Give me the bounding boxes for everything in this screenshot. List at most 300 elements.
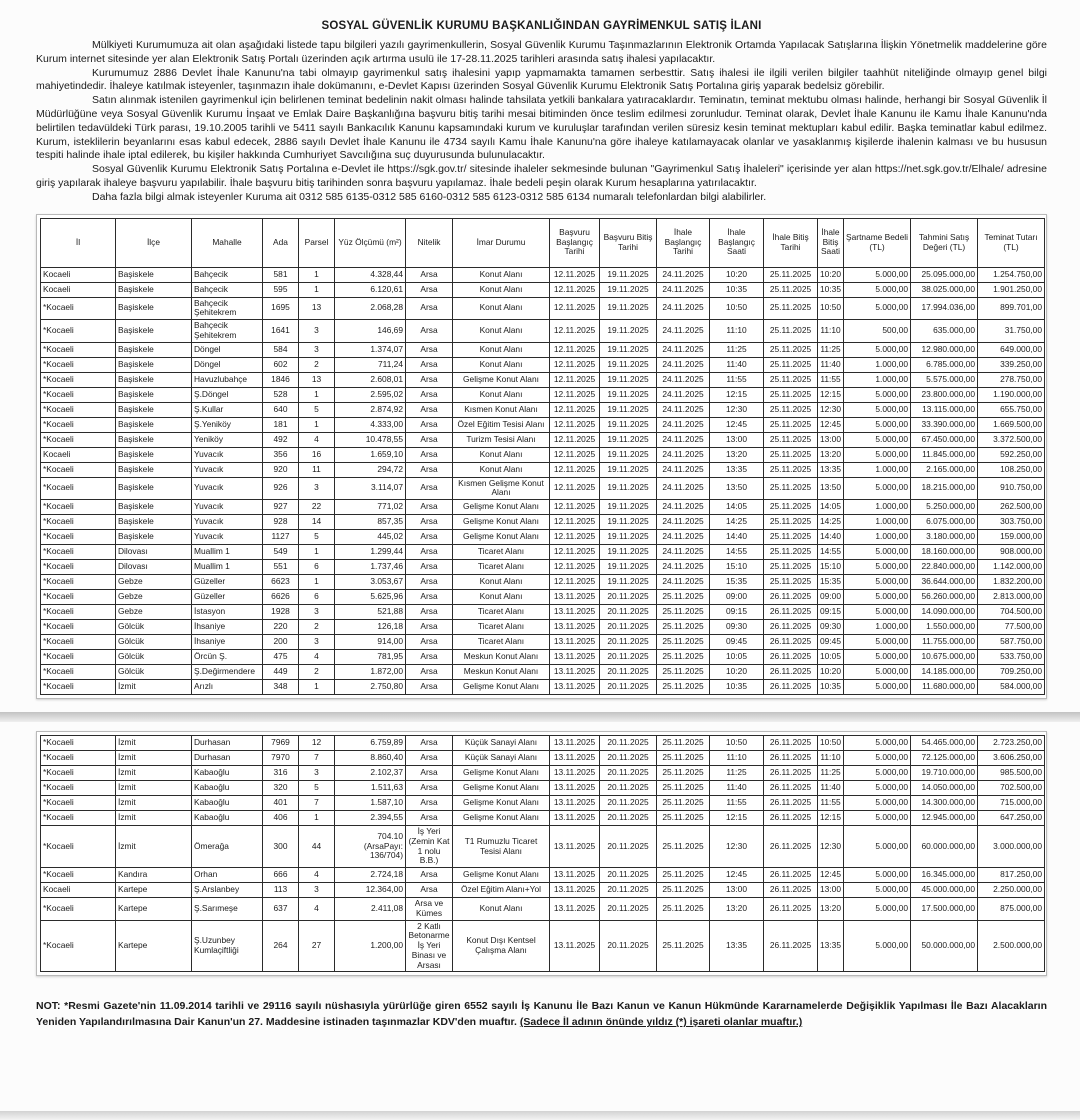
table-cell: 19.710.000,00 bbox=[911, 766, 978, 781]
table-cell: Arsa bbox=[406, 575, 453, 590]
table-cell: 2.411,08 bbox=[335, 898, 406, 921]
table-cell: 20.11.2025 bbox=[600, 751, 657, 766]
table-cell: Başiskele bbox=[116, 387, 192, 402]
table-cell: *Kocaeli bbox=[41, 372, 116, 387]
table-cell: Orhan bbox=[192, 868, 263, 883]
table-cell: 16.345.000,00 bbox=[911, 868, 978, 883]
table-cell: 19.11.2025 bbox=[600, 357, 657, 372]
table-cell: Arsa bbox=[406, 736, 453, 751]
table-cell: 7969 bbox=[263, 736, 299, 751]
table-row bbox=[41, 751, 1045, 766]
table-cell: 23.800.000,00 bbox=[911, 387, 978, 402]
table-cell: 77.500,00 bbox=[978, 620, 1045, 635]
table-cell: 13:20 bbox=[710, 898, 764, 921]
table-cell: 647.250,00 bbox=[978, 811, 1045, 826]
table-cell: 18.160.000,00 bbox=[911, 545, 978, 560]
table-cell: Başiskele bbox=[116, 500, 192, 515]
table-cell: 817.250,00 bbox=[978, 868, 1045, 883]
table-cell: Kandıra bbox=[116, 868, 192, 883]
scan-edge-band bbox=[0, 1111, 1080, 1120]
table-cell: 20.11.2025 bbox=[600, 736, 657, 751]
table-cell: Gelişme Konut Alanı bbox=[453, 766, 550, 781]
table-cell: 14 bbox=[299, 515, 335, 530]
table-cell: 521,88 bbox=[335, 605, 406, 620]
table-cell: 09:15 bbox=[818, 605, 844, 620]
table-cell: 10.478,55 bbox=[335, 432, 406, 447]
table-cell: 13:00 bbox=[710, 883, 764, 898]
table-cell: 13:35 bbox=[710, 462, 764, 477]
table-cell: Arsa bbox=[406, 605, 453, 620]
table-cell: Döngel bbox=[192, 357, 263, 372]
table-cell: 50.000.000,00 bbox=[911, 920, 978, 972]
table-cell: Gelişme Konut Alanı bbox=[453, 500, 550, 515]
table-cell: 704.10 (ArsaPayı: 136/704) bbox=[335, 826, 406, 868]
table-cell: Gelişme Konut Alanı bbox=[453, 868, 550, 883]
table-cell: 14:55 bbox=[818, 545, 844, 560]
table-cell: 11:25 bbox=[818, 766, 844, 781]
intro-paragraph: Satın alınmak istenilen gayrimenkul için belirlenen teminat bedelinin nakit olması halinde tahsilata yetkili bankalara yatıracaklardır. Teminatın, teminat mektubu olması halinde, herhangi bir Sosyal Güvenlik İl Müdürlüğüne veya Sosyal Güvenlik Kurumu İnşaat ve Emlak Daire Başkanlığına başvuru bitiş tarihi mesai bitiminden önce teslim edilmesi zorunludur. Teminat olarak, Devlet İhale Kanunu ile Kamu İhale Kanunu'nda belirtilen tedavüldeki Türk parası, 19.10.2005 tarihli ve 5411 sayılı Bankacılık Kanunu kapsamındaki kurum ve kuruluşlar tarafından verilen süresiz kesin teminat mektupları kabul edilir. Başka teminatlar kabul edilmez. Kurum, isteklilerin beyanlarını esas kabul edecek, 2886 sayılı Devlet İhale Kanunu ile 4734 sayılı Kamu İhale Kanunu'na göre ihaleye katılamayacak olanlar ve yasaklanmış kişilerde ihalenin kalması ve bu hususun tespiti halinde ihale iptal edilerek, bu kişiler hakkında Cumhuriyet Savcılığına suç duyurusunda bulunulacaktır. bbox=[36, 94, 1047, 162]
table-cell: 4 bbox=[299, 432, 335, 447]
table-cell: *Kocaeli bbox=[41, 560, 116, 575]
table-cell: 20.11.2025 bbox=[600, 620, 657, 635]
table-cell: 14:55 bbox=[710, 545, 764, 560]
table-cell: *Kocaeli bbox=[41, 920, 116, 972]
table-cell: 26.11.2025 bbox=[764, 665, 818, 680]
table-cell: 5.250.000,00 bbox=[911, 500, 978, 515]
column-header: Tahmini Satış Değeri (TL) bbox=[911, 218, 978, 267]
table-cell: 13:35 bbox=[818, 462, 844, 477]
table-cell: 113 bbox=[263, 883, 299, 898]
table-cell: 3 bbox=[299, 605, 335, 620]
table-cell: 2.750,80 bbox=[335, 680, 406, 695]
table-cell: 25.11.2025 bbox=[657, 826, 710, 868]
intro-paragraph: Daha fazla bilgi almak isteyenler Kuruma ait 0312 585 6135-0312 585 6160-0312 585 6123-0312 585 6134 numaralı telefonlardan bilgi alabilirler. bbox=[92, 190, 767, 203]
table-cell: 4.333,00 bbox=[335, 417, 406, 432]
table-cell: Bahçecik bbox=[192, 282, 263, 297]
table-cell: 20.11.2025 bbox=[600, 590, 657, 605]
table-cell: *Kocaeli bbox=[41, 620, 116, 635]
table-cell: 10:50 bbox=[818, 297, 844, 320]
table-cell: 26.11.2025 bbox=[764, 766, 818, 781]
table-cell: 13.11.2025 bbox=[550, 590, 600, 605]
table-cell: 13.11.2025 bbox=[550, 781, 600, 796]
table-cell: 2.723.250,00 bbox=[978, 736, 1045, 751]
table-cell: 17.994.036,00 bbox=[911, 297, 978, 320]
table-cell: Ticaret Alanı bbox=[453, 620, 550, 635]
table-cell: 914,00 bbox=[335, 635, 406, 650]
table-cell: Arızlı bbox=[192, 680, 263, 695]
table-cell: 857,35 bbox=[335, 515, 406, 530]
table-cell: 1928 bbox=[263, 605, 299, 620]
table-row bbox=[41, 387, 1045, 402]
table-cell: 18.215.000,00 bbox=[911, 477, 978, 500]
table-cell: 13 bbox=[299, 372, 335, 387]
table-cell: 25.11.2025 bbox=[657, 811, 710, 826]
table-cell: 12:30 bbox=[818, 402, 844, 417]
table-cell: 25.11.2025 bbox=[764, 387, 818, 402]
column-header: İhale Başlangıç Saati bbox=[710, 218, 764, 267]
table-cell: 220 bbox=[263, 620, 299, 635]
table-cell: 24.11.2025 bbox=[657, 447, 710, 462]
table-cell: 2 bbox=[299, 665, 335, 680]
table-cell: 20.11.2025 bbox=[600, 898, 657, 921]
table-cell: 26.11.2025 bbox=[764, 635, 818, 650]
table-sheet-1 bbox=[36, 214, 1047, 700]
table-cell: 12.11.2025 bbox=[550, 357, 600, 372]
table-cell: Durhasan bbox=[192, 751, 263, 766]
table-cell: 12:15 bbox=[710, 387, 764, 402]
table-cell: 10:20 bbox=[710, 267, 764, 282]
table-cell: 14:40 bbox=[818, 530, 844, 545]
column-header: Yüz Ölçümü (m²) bbox=[335, 218, 406, 267]
table-cell: 13.11.2025 bbox=[550, 635, 600, 650]
table-cell: Arsa ve Kümes bbox=[406, 898, 453, 921]
table-cell: 13:50 bbox=[818, 477, 844, 500]
table-cell: 11:40 bbox=[818, 781, 844, 796]
table-cell: 13.11.2025 bbox=[550, 605, 600, 620]
table-cell: 25.11.2025 bbox=[657, 736, 710, 751]
property-table-page-1 bbox=[40, 218, 1045, 696]
table-cell: 1 bbox=[299, 417, 335, 432]
table-cell: 25.11.2025 bbox=[657, 781, 710, 796]
table-cell: 1641 bbox=[263, 320, 299, 343]
table-row bbox=[41, 515, 1045, 530]
table-cell: 655.750,00 bbox=[978, 402, 1045, 417]
table-cell: Konut Alanı bbox=[453, 320, 550, 343]
table-cell: 12.11.2025 bbox=[550, 477, 600, 500]
table-cell: Gölcük bbox=[116, 650, 192, 665]
table-cell: 5.000,00 bbox=[844, 736, 911, 751]
table-cell: 4.328,44 bbox=[335, 267, 406, 282]
table-cell: 25.11.2025 bbox=[657, 751, 710, 766]
table-cell: 6 bbox=[299, 590, 335, 605]
table-cell: 12:45 bbox=[818, 417, 844, 432]
table-cell: 25.11.2025 bbox=[657, 620, 710, 635]
column-header: Ada bbox=[263, 218, 299, 267]
table-cell: 20.11.2025 bbox=[600, 635, 657, 650]
table-cell: 5.000,00 bbox=[844, 781, 911, 796]
table-cell: 637 bbox=[263, 898, 299, 921]
page-break-band bbox=[0, 712, 1080, 722]
table-cell: Havuzlubahçe bbox=[192, 372, 263, 387]
table-cell: Arsa bbox=[406, 590, 453, 605]
table-cell: Arsa bbox=[406, 477, 453, 500]
table-cell: 19.11.2025 bbox=[600, 462, 657, 477]
table-cell: 19.11.2025 bbox=[600, 387, 657, 402]
table-cell: 7970 bbox=[263, 751, 299, 766]
table-cell: 3.372.500,00 bbox=[978, 432, 1045, 447]
table-cell: 781,95 bbox=[335, 650, 406, 665]
table-cell: Arsa bbox=[406, 402, 453, 417]
table-cell: 5.000,00 bbox=[844, 920, 911, 972]
table-cell: Başiskele bbox=[116, 320, 192, 343]
table-cell: 927 bbox=[263, 500, 299, 515]
table-row bbox=[41, 320, 1045, 343]
table-cell: 13.11.2025 bbox=[550, 811, 600, 826]
table-cell: 1 bbox=[299, 811, 335, 826]
table-cell: 54.465.000,00 bbox=[911, 736, 978, 751]
table-cell: 8.860,40 bbox=[335, 751, 406, 766]
table-cell: 6.759,89 bbox=[335, 736, 406, 751]
table-cell: 6.785.000,00 bbox=[911, 357, 978, 372]
table-cell: 31.750,00 bbox=[978, 320, 1045, 343]
table-cell: Konut Dışı Kentsel Çalışma Alanı bbox=[453, 920, 550, 972]
table-cell: 2.102,37 bbox=[335, 766, 406, 781]
table-cell: 14.050.000,00 bbox=[911, 781, 978, 796]
table-cell: 2.874,92 bbox=[335, 402, 406, 417]
table-cell: 928 bbox=[263, 515, 299, 530]
table-cell: Kocaeli bbox=[41, 883, 116, 898]
table-cell: 09:45 bbox=[710, 635, 764, 650]
table-cell: 10:35 bbox=[710, 282, 764, 297]
table-cell: İzmit bbox=[116, 736, 192, 751]
table-cell: 24.11.2025 bbox=[657, 402, 710, 417]
table-cell: 24.11.2025 bbox=[657, 545, 710, 560]
table-cell: 25.11.2025 bbox=[764, 575, 818, 590]
table-cell: 25.11.2025 bbox=[764, 320, 818, 343]
table-cell: Arsa bbox=[406, 372, 453, 387]
table-cell: 11:10 bbox=[818, 751, 844, 766]
table-cell: Bahçecik Şehitekrem bbox=[192, 297, 263, 320]
table-cell: Dilovası bbox=[116, 545, 192, 560]
table-cell: 24.11.2025 bbox=[657, 477, 710, 500]
table-cell: 26.11.2025 bbox=[764, 811, 818, 826]
table-cell: 899.701,00 bbox=[978, 297, 1045, 320]
table-cell: Meskun Konut Alanı bbox=[453, 650, 550, 665]
table-cell: 12 bbox=[299, 736, 335, 751]
footnote bbox=[36, 998, 1047, 1030]
table-cell: 12.980.000,00 bbox=[911, 342, 978, 357]
table-row bbox=[41, 417, 1045, 432]
table-cell: 25.11.2025 bbox=[764, 267, 818, 282]
table-cell: 3 bbox=[299, 635, 335, 650]
table-cell: 67.450.000,00 bbox=[911, 432, 978, 447]
table-cell: Başiskele bbox=[116, 417, 192, 432]
table-cell: Başiskele bbox=[116, 297, 192, 320]
table-cell: *Kocaeli bbox=[41, 826, 116, 868]
table-cell: 5.000,00 bbox=[844, 402, 911, 417]
table-cell: 5 bbox=[299, 781, 335, 796]
column-header: Başvuru Bitiş Tarihi bbox=[600, 218, 657, 267]
table-cell: Ş.Değirmendere bbox=[192, 665, 263, 680]
table-cell: Başiskele bbox=[116, 342, 192, 357]
table-cell: Güzeller bbox=[192, 575, 263, 590]
table-cell: 4 bbox=[299, 868, 335, 883]
table-cell: 12.11.2025 bbox=[550, 267, 600, 282]
table-cell: Gelişme Konut Alanı bbox=[453, 680, 550, 695]
table-row bbox=[41, 462, 1045, 477]
table-row bbox=[41, 432, 1045, 447]
table-cell: 10:20 bbox=[818, 267, 844, 282]
table-cell: 15:10 bbox=[710, 560, 764, 575]
table-cell: 10:05 bbox=[710, 650, 764, 665]
table-cell: 24.11.2025 bbox=[657, 575, 710, 590]
table-cell: 5.000,00 bbox=[844, 766, 911, 781]
table-cell: 1.737,46 bbox=[335, 560, 406, 575]
table-cell: Gelişme Konut Alanı bbox=[453, 530, 550, 545]
table-cell: 2.394,55 bbox=[335, 811, 406, 826]
table-cell: 6.075.000,00 bbox=[911, 515, 978, 530]
table-cell: 26.11.2025 bbox=[764, 868, 818, 883]
table-cell: 2.068,28 bbox=[335, 297, 406, 320]
table-cell: *Kocaeli bbox=[41, 781, 116, 796]
table-cell: 56.260.000,00 bbox=[911, 590, 978, 605]
table-cell: Arsa bbox=[406, 650, 453, 665]
table-cell: 09:45 bbox=[818, 635, 844, 650]
table-cell: 1.200,00 bbox=[335, 920, 406, 972]
table-cell: 26.11.2025 bbox=[764, 680, 818, 695]
table-cell: 11:55 bbox=[710, 372, 764, 387]
table-cell: 12.11.2025 bbox=[550, 515, 600, 530]
table-cell: 1.587,10 bbox=[335, 796, 406, 811]
table-cell: 25.11.2025 bbox=[657, 796, 710, 811]
table-cell: Başiskele bbox=[116, 402, 192, 417]
table-cell: 36.644.000,00 bbox=[911, 575, 978, 590]
table-cell: Güzeller bbox=[192, 590, 263, 605]
table-cell: 2 bbox=[299, 357, 335, 372]
table-cell: 24.11.2025 bbox=[657, 515, 710, 530]
table-cell: Muallim 1 bbox=[192, 545, 263, 560]
table-cell: Küçük Sanayi Alanı bbox=[453, 751, 550, 766]
document-title: SOSYAL GÜVENLİK KURUMU BAŞKANLIĞINDAN GAYRİMENKUL SATIŞ İLANI bbox=[321, 20, 762, 32]
table-cell: Kısmen Gelişme Konut Alanı bbox=[453, 477, 550, 500]
table-cell: 26.11.2025 bbox=[764, 920, 818, 972]
table-cell: 10:35 bbox=[818, 680, 844, 695]
table-cell: 19.11.2025 bbox=[600, 282, 657, 297]
table-cell: 26.11.2025 bbox=[764, 898, 818, 921]
table-cell: 11:10 bbox=[818, 320, 844, 343]
table-cell: Yuvacık bbox=[192, 447, 263, 462]
table-cell: 12.11.2025 bbox=[550, 387, 600, 402]
table-cell: 26.11.2025 bbox=[764, 736, 818, 751]
table-cell: 5.000,00 bbox=[844, 868, 911, 883]
table-cell: 12:45 bbox=[710, 417, 764, 432]
table-cell: 635.000,00 bbox=[911, 320, 978, 343]
table-cell: Konut Alanı bbox=[453, 357, 550, 372]
table-row bbox=[41, 267, 1045, 282]
table-cell: 24.11.2025 bbox=[657, 372, 710, 387]
table-cell: 16 bbox=[299, 447, 335, 462]
table-cell: 2.250.000,00 bbox=[978, 883, 1045, 898]
table-cell: *Kocaeli bbox=[41, 402, 116, 417]
table-cell: 17.500.000,00 bbox=[911, 898, 978, 921]
table-cell: 13:20 bbox=[710, 447, 764, 462]
table-cell: *Kocaeli bbox=[41, 868, 116, 883]
table-cell: İzmit bbox=[116, 781, 192, 796]
table-cell: Ş.Yeniköy bbox=[192, 417, 263, 432]
table-cell: *Kocaeli bbox=[41, 811, 116, 826]
table-cell: 20.11.2025 bbox=[600, 920, 657, 972]
table-cell: Arsa bbox=[406, 515, 453, 530]
table-cell: 303.750,00 bbox=[978, 515, 1045, 530]
table-cell: 19.11.2025 bbox=[600, 417, 657, 432]
table-cell: 13.11.2025 bbox=[550, 920, 600, 972]
table-cell: 5.000,00 bbox=[844, 282, 911, 297]
table-cell: Kabaoğlu bbox=[192, 796, 263, 811]
table-cell: 5 bbox=[299, 530, 335, 545]
table-cell: 5.000,00 bbox=[844, 267, 911, 282]
table-cell: 13.11.2025 bbox=[550, 766, 600, 781]
table-cell: 1695 bbox=[263, 297, 299, 320]
table-cell: *Kocaeli bbox=[41, 898, 116, 921]
table-cell: Başiskele bbox=[116, 462, 192, 477]
table-cell: 19.11.2025 bbox=[600, 530, 657, 545]
table-cell: 200 bbox=[263, 635, 299, 650]
table-cell: 348 bbox=[263, 680, 299, 695]
table-row bbox=[41, 530, 1045, 545]
table-cell: 581 bbox=[263, 267, 299, 282]
table-row bbox=[41, 560, 1045, 575]
table-cell: 5.000,00 bbox=[844, 680, 911, 695]
table-row bbox=[41, 545, 1045, 560]
table-cell: 1 bbox=[299, 282, 335, 297]
table-cell: 1127 bbox=[263, 530, 299, 545]
table-cell: Arsa bbox=[406, 766, 453, 781]
table-cell: 10:20 bbox=[710, 665, 764, 680]
table-cell: *Kocaeli bbox=[41, 530, 116, 545]
table-cell: 60.000.000,00 bbox=[911, 826, 978, 868]
table-cell: 11.680.000,00 bbox=[911, 680, 978, 695]
intro-paragraph: Mülkiyeti Kurumumuza ait olan aşağıdaki listede tapu bilgileri yazılı gayrimenkullerin, Sosyal Güvenlik Kurumu Taşınmazlarının Elektronik Ortamda Yapılacak Satışlarına İlişkin Yönetmelik maddelerine göre Kurum internet sitesinde yer alan Elektronik Satış Portalı üzerinden açık artırma usulü ile 17-28.11.2025 tarihleri arasında satış ihalesi yapılacaktır. bbox=[36, 39, 1047, 65]
table-cell: Arsa bbox=[406, 297, 453, 320]
table-cell: 25.11.2025 bbox=[764, 560, 818, 575]
table-cell: Arsa bbox=[406, 751, 453, 766]
table-cell: Konut Alanı bbox=[453, 282, 550, 297]
table-cell: 3 bbox=[299, 342, 335, 357]
table-row bbox=[41, 766, 1045, 781]
table-cell: 19.11.2025 bbox=[600, 575, 657, 590]
table-cell: 584 bbox=[263, 342, 299, 357]
table-cell: Kocaeli bbox=[41, 267, 116, 282]
table-cell: Meskun Konut Alanı bbox=[453, 665, 550, 680]
table-cell: Konut Alanı bbox=[453, 297, 550, 320]
table-cell: Konut Alanı bbox=[453, 447, 550, 462]
table-row bbox=[41, 620, 1045, 635]
table-cell: 26.11.2025 bbox=[764, 650, 818, 665]
table-cell: Arsa bbox=[406, 665, 453, 680]
table-cell: 14:25 bbox=[818, 515, 844, 530]
table-cell: 5.000,00 bbox=[844, 575, 911, 590]
table-cell: 20.11.2025 bbox=[600, 680, 657, 695]
table-cell: *Kocaeli bbox=[41, 297, 116, 320]
table-cell: 13 bbox=[299, 297, 335, 320]
table-cell: 19.11.2025 bbox=[600, 500, 657, 515]
table-cell: Yuvacık bbox=[192, 530, 263, 545]
table-cell: 649.000,00 bbox=[978, 342, 1045, 357]
table-cell: 262.500,00 bbox=[978, 500, 1045, 515]
table-cell: 25.11.2025 bbox=[657, 868, 710, 883]
table-cell: *Kocaeli bbox=[41, 477, 116, 500]
table-row bbox=[41, 781, 1045, 796]
table-cell: 25.11.2025 bbox=[657, 680, 710, 695]
table-cell: 12.11.2025 bbox=[550, 462, 600, 477]
table-cell: 926 bbox=[263, 477, 299, 500]
table-cell: Arsa bbox=[406, 781, 453, 796]
table-cell: 715.000,00 bbox=[978, 796, 1045, 811]
table-cell: 6626 bbox=[263, 590, 299, 605]
table-cell: 25.11.2025 bbox=[657, 590, 710, 605]
table-row bbox=[41, 811, 1045, 826]
table-cell: 25.11.2025 bbox=[764, 282, 818, 297]
table-cell: 12:30 bbox=[818, 826, 844, 868]
table-cell: Başiskele bbox=[116, 267, 192, 282]
table-cell: 702.500,00 bbox=[978, 781, 1045, 796]
table-cell: Kabaoğlu bbox=[192, 781, 263, 796]
table-cell: 126,18 bbox=[335, 620, 406, 635]
table-cell: Örcün Ş. bbox=[192, 650, 263, 665]
table-cell: 25.11.2025 bbox=[657, 920, 710, 972]
table-cell: Başiskele bbox=[116, 357, 192, 372]
